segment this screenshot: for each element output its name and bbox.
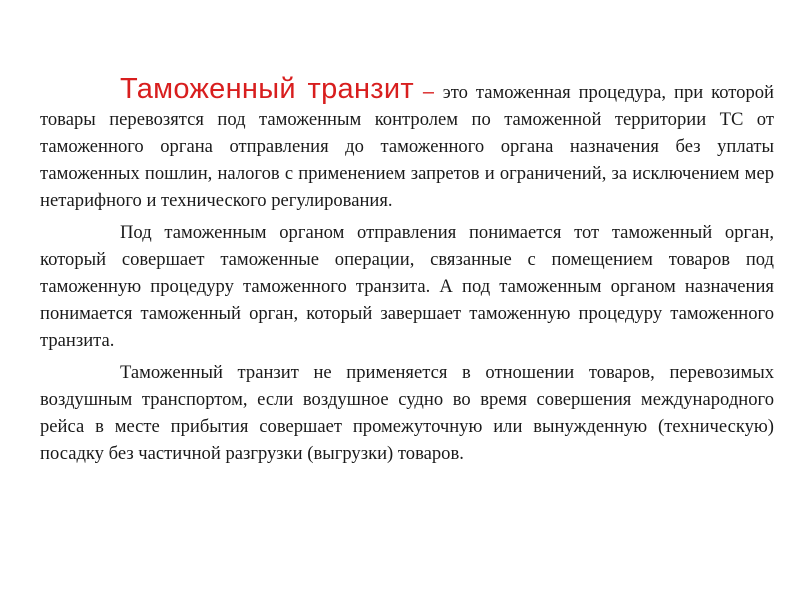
term-heading: Таможенный транзит — [120, 73, 414, 105]
definition-paragraph — [40, 73, 774, 214]
slide-body — [40, 73, 774, 472]
term-dash: – — [413, 81, 443, 103]
definition-text: это таможенная процедура, при которой товары перевозятся под таможенным контролем по таможенной территории ТС от таможенного органа отправления до таможенного органа назначения без уплаты таможенных пошлин, налогов с применением запретов и ограничений, за исключением мер нетарифного и технического регулирования. — [40, 82, 774, 211]
paragraph-air-transport-exception: Таможенный транзит не применяется в отношении товаров, перевозимых воздушным транспортом, если воздушное судно во время совершения международного рейса в месте прибытия совершает промежуточную или вынужденную (техническую) посадку без частичной разгрузки (выгрузки) товаров. — [40, 362, 774, 464]
paragraph-departure-office: Под таможенным органом отправления понимается тот таможенный орган, который совершает таможенные операции, связанные с помещением товаров под таможенную процедуру таможенного транзита. А под таможенным органом назначения понимается таможенный орган, который завершает таможенную процедуру таможенного транзита. — [40, 222, 774, 351]
